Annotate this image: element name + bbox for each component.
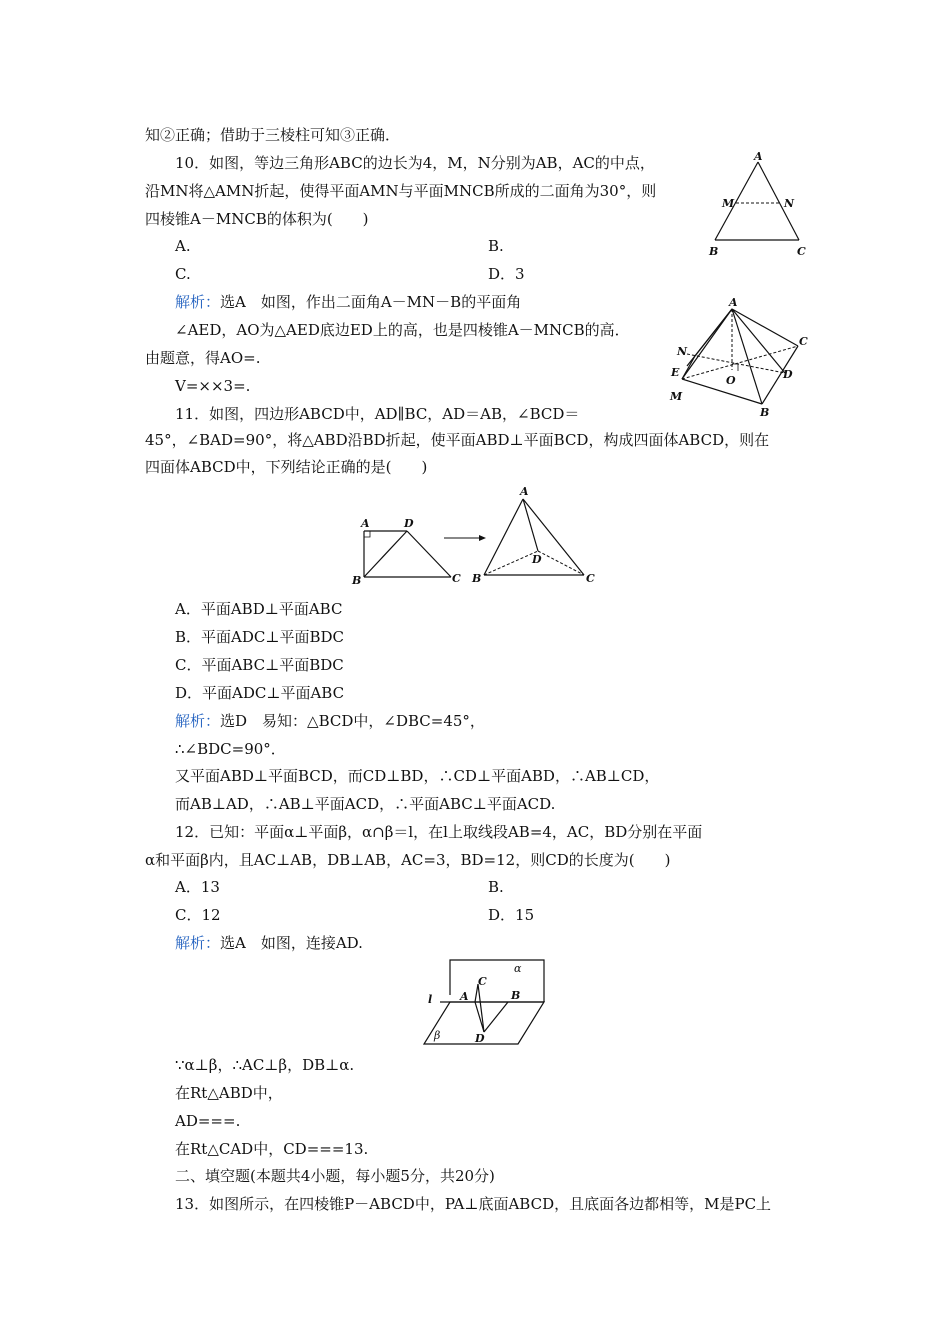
label-d: D — [475, 1032, 485, 1045]
text-line: 而AB⊥AD，∴AB⊥平面ACD，∴平面ABC⊥平面ACD. — [175, 795, 556, 813]
label-b: B — [760, 406, 770, 419]
text-line: V=××3=. — [175, 377, 251, 395]
edge-bd-3d — [484, 551, 538, 575]
text-line: ∴∠BDC=90°． — [175, 740, 286, 758]
label-m: M — [722, 197, 735, 210]
edge-ae — [687, 309, 732, 366]
label-d: D — [783, 368, 793, 381]
label-n: N — [784, 197, 795, 210]
solution-line — [175, 711, 485, 731]
label-b: B — [352, 574, 362, 587]
figure-triangle-abc — [700, 148, 820, 263]
label-e: E — [671, 366, 680, 379]
option-b: B. — [488, 237, 504, 255]
right-angle-mark — [732, 364, 738, 371]
text-line: 沿MN将△AMN折起，使得平面AMN与平面MNCB所成的二面角为30°，则 — [145, 182, 657, 200]
question-11-stem: 11．如图，四边形ABCD中，AD∥BC，AD＝AB，∠BCD＝ — [175, 405, 580, 423]
solution-text: 选A 如图，作出二面角A－MN－B的平面角 — [220, 293, 522, 311]
label-c: C — [797, 245, 806, 258]
solution-label: 解析： — [175, 712, 221, 730]
label-b: B — [511, 989, 521, 1002]
diagonal-bd — [364, 531, 407, 577]
option-d: D．3 — [488, 265, 525, 283]
label-a: A — [520, 485, 529, 498]
edge-dc-3d — [538, 551, 584, 575]
option-a: A．13 — [175, 878, 220, 896]
label-d: D — [532, 553, 542, 566]
segment-bd — [484, 1002, 508, 1032]
solution-label: 解析： — [175, 293, 221, 311]
figure-perpendicular-planes — [418, 958, 553, 1048]
figure-fold-abcd — [348, 485, 603, 590]
question-13-stem: 13．如图所示，在四棱锥P－ABCD中，PA⊥底面ABCD，且底面各边都相等，M是PC上 — [175, 1195, 772, 1213]
question-10-stem: 10．如图，等边三角形ABC的边长为4，M，N分别为AB，AC的中点， — [175, 154, 655, 172]
label-c: C — [586, 572, 595, 585]
solution-text: 选A 如图，连接AD. — [220, 934, 363, 952]
solution-line — [175, 933, 363, 953]
arrow-head-icon — [479, 535, 486, 541]
edge-am — [682, 309, 732, 379]
solution-text: 选D 易知：△BCD中，∠DBC=45°， — [220, 712, 485, 730]
edge-mb — [682, 379, 762, 404]
text-line: ∠AED，AO为△AED底边ED上的高，也是四棱锥A－MNCB的高． — [175, 321, 630, 339]
edge-ad-3d — [523, 499, 538, 551]
label-c: C — [799, 335, 808, 348]
label-b: B — [709, 245, 719, 258]
label-a: A — [754, 150, 763, 163]
figure-pyramid-a-mncb — [665, 292, 815, 422]
edge-bc — [762, 346, 798, 404]
label-a: A — [460, 990, 469, 1003]
text-line: 四面体ABCD中，下列结论正确的是( ) — [145, 458, 428, 476]
text-line: α和平面β内，且AC⊥AB，DB⊥AB，AC=3，BD=12，则CD的长度为( ) — [145, 851, 671, 869]
question-12-stem: 12．已知：平面α⊥平面β，α∩β＝l，在l上取线段AB=4，AC，BD分别在平面 — [175, 823, 703, 841]
label-beta: β — [434, 1029, 441, 1042]
option-b: B. — [488, 878, 504, 896]
label-a: A — [729, 296, 738, 309]
option-c: C. — [175, 265, 191, 283]
label-b: B — [472, 572, 482, 585]
option-c: C．12 — [175, 906, 221, 924]
text-line: AD===. — [175, 1112, 241, 1130]
option-c: C．平面ABC⊥平面BDC — [175, 656, 344, 674]
label-o: O — [726, 374, 736, 387]
text-line: ∵α⊥β，∴AC⊥β，DB⊥α. — [175, 1056, 355, 1074]
section-heading: 二、填空题(本题共4小题，每小题5分，共20分) — [175, 1167, 495, 1185]
label-n: N — [677, 345, 688, 358]
text-line: 由题意，得AO=. — [145, 349, 261, 367]
edge-ab-3d — [484, 499, 523, 575]
label-alpha: α — [514, 962, 522, 975]
label-c: C — [452, 572, 461, 585]
option-d: D．平面ADC⊥平面ABC — [175, 684, 345, 702]
text-line: 在Rt△ABD中， — [175, 1084, 283, 1102]
option-b: B．平面ADC⊥平面BDC — [175, 628, 344, 646]
solution-line — [175, 292, 521, 312]
text-line: 45°，∠BAD=90°，将△ABD沿BD折起，使平面ABD⊥平面BCD，构成四面体ABCD，则在 — [145, 431, 770, 449]
label-a: A — [361, 517, 370, 530]
text-line: 又平面ABD⊥平面BCD，而CD⊥BD，∴CD⊥平面ABD，∴AB⊥CD， — [175, 767, 660, 785]
right-angle-mark — [364, 531, 370, 537]
label-m: M — [670, 390, 683, 403]
label-c: C — [478, 975, 487, 988]
label-d: D — [404, 517, 414, 530]
segment-cd — [478, 984, 484, 1032]
solution-label: 解析： — [175, 934, 221, 952]
option-a: A. — [175, 237, 191, 255]
option-a: A．平面ABD⊥平面ABC — [175, 600, 343, 618]
text-line: 四棱锥A－MNCB的体积为( ) — [145, 210, 369, 228]
label-l: l — [428, 993, 433, 1006]
option-d: D．15 — [488, 906, 535, 924]
edge-ad — [732, 309, 785, 373]
text-line: 知②正确；借助于三棱柱可知③正确． — [145, 126, 401, 144]
text-line: 在Rt△CAD中，CD===13. — [175, 1140, 369, 1158]
